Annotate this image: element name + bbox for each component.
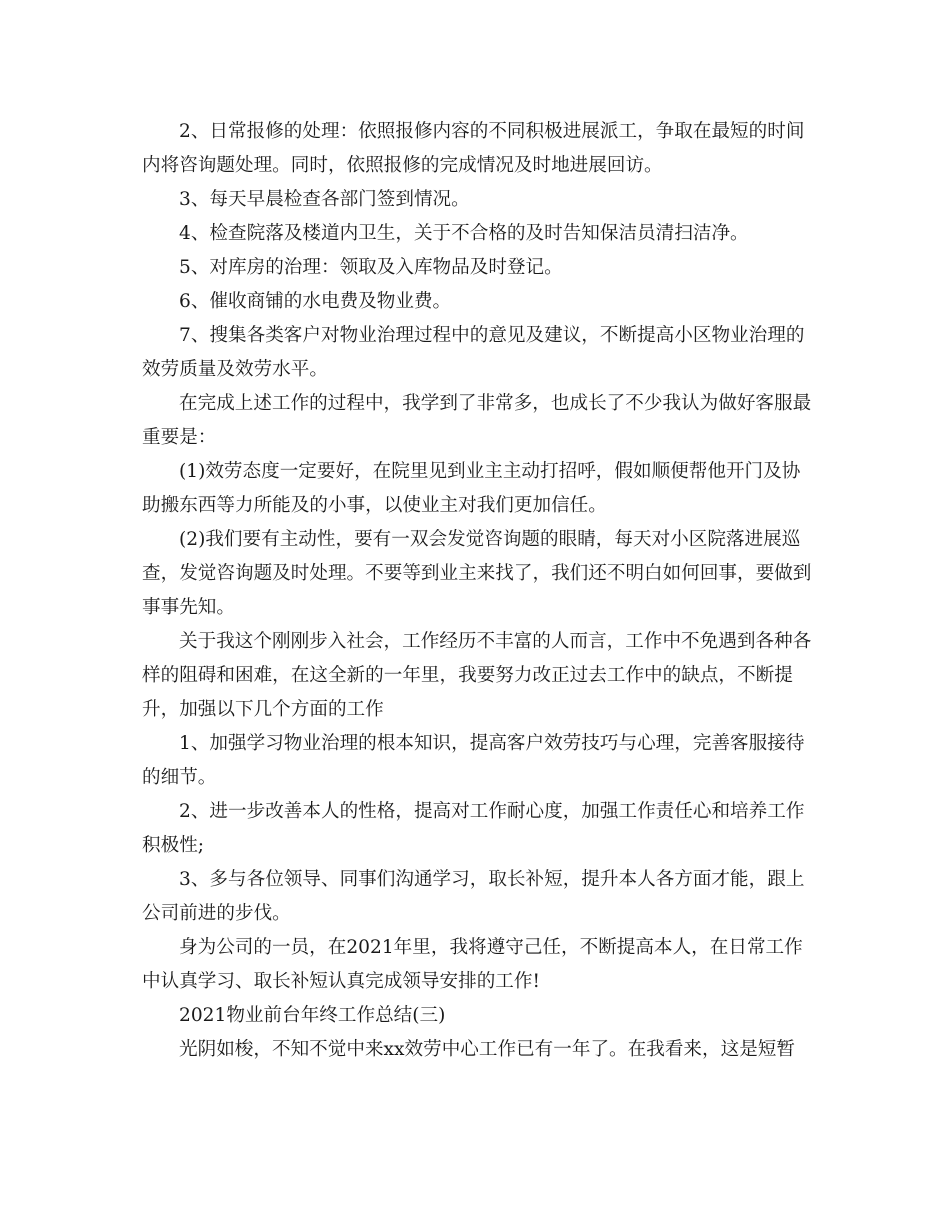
- paragraph-commitment: 身为公司的一员，在2021年里，我将遵守己任，不断提高本人，在日常工作中认真学习、取长补短认真完成领导安排的工作!: [142, 937, 803, 992]
- paragraph-improve-1: 1、加强学习物业治理的根本知识，提高客户效劳技巧与心理，完善客服接待的细节。: [142, 733, 805, 788]
- paragraph-point-1: (1)效劳态度一定要好，在院里见到业主主动打招呼，假如顺便帮他开门及协助搬东西等力所能及的小事，以使业主对我们更加信任。: [142, 461, 801, 516]
- paragraph-fee-collection: 6、催收商铺的水电费及物业费。: [179, 291, 452, 312]
- paragraph-point-2: (2)我们要有主动性，要有一双会发觉咨询题的眼睛，每天对小区院落进展巡查，发觉咨询题及时处理。不要等到业主来找了，我们还不明白如何回事，要做到事事先知。: [142, 529, 812, 618]
- paragraph-improve-2: 2、进一步改善本人的性格，提高对工作耐心度，加强工作责任心和培养工作积极性;: [142, 801, 805, 856]
- paragraph-warehouse: 5、对库房的治理：领取及入库物品及时登记。: [179, 257, 563, 278]
- paragraph-repair-handling: 2、日常报修的处理：依照报修内容的不同积极进展派工，争取在最短的时间内将咨询题处理。同时，依照报修的完成情况及时地进展回访。: [142, 121, 805, 176]
- document-body: [142, 115, 814, 1067]
- section-heading: 2021物业前台年终工作总结(三): [179, 1005, 446, 1026]
- paragraph-improve-3: 3、多与各位领导、同事们沟通学习，取长补短，提升本人各方面才能，跟上公司前进的步伐。: [142, 869, 805, 924]
- paragraph-feedback: 7、搜集各类客户对物业治理过程中的意见及建议，不断提高小区物业治理的效劳质量及效劳水平。: [142, 325, 805, 380]
- paragraph-section-opening: 光阴如梭，不知不觉中来xx效劳中心工作已有一年了。在我看来，这是短暂: [179, 1039, 795, 1060]
- paragraph-learned: 在完成上述工作的过程中，我学到了非常多，也成长了不少我认为做好客服最重要是：: [142, 393, 812, 448]
- paragraph-hygiene-check: 4、检查院落及楼道内卫生，关于不合格的及时告知保洁员清扫洁净。: [179, 223, 749, 244]
- paragraph-improvement-intro: 关于我这个刚刚步入社会，工作经历不丰富的人而言，工作中不免遇到各种各样的阻碍和困难，在这全新的一年里，我要努力改正过去工作中的缺点，不断提升，加强以下几个方面的工作: [142, 631, 812, 720]
- paragraph-morning-check: 3、每天早晨检查各部门签到情况。: [179, 189, 470, 210]
